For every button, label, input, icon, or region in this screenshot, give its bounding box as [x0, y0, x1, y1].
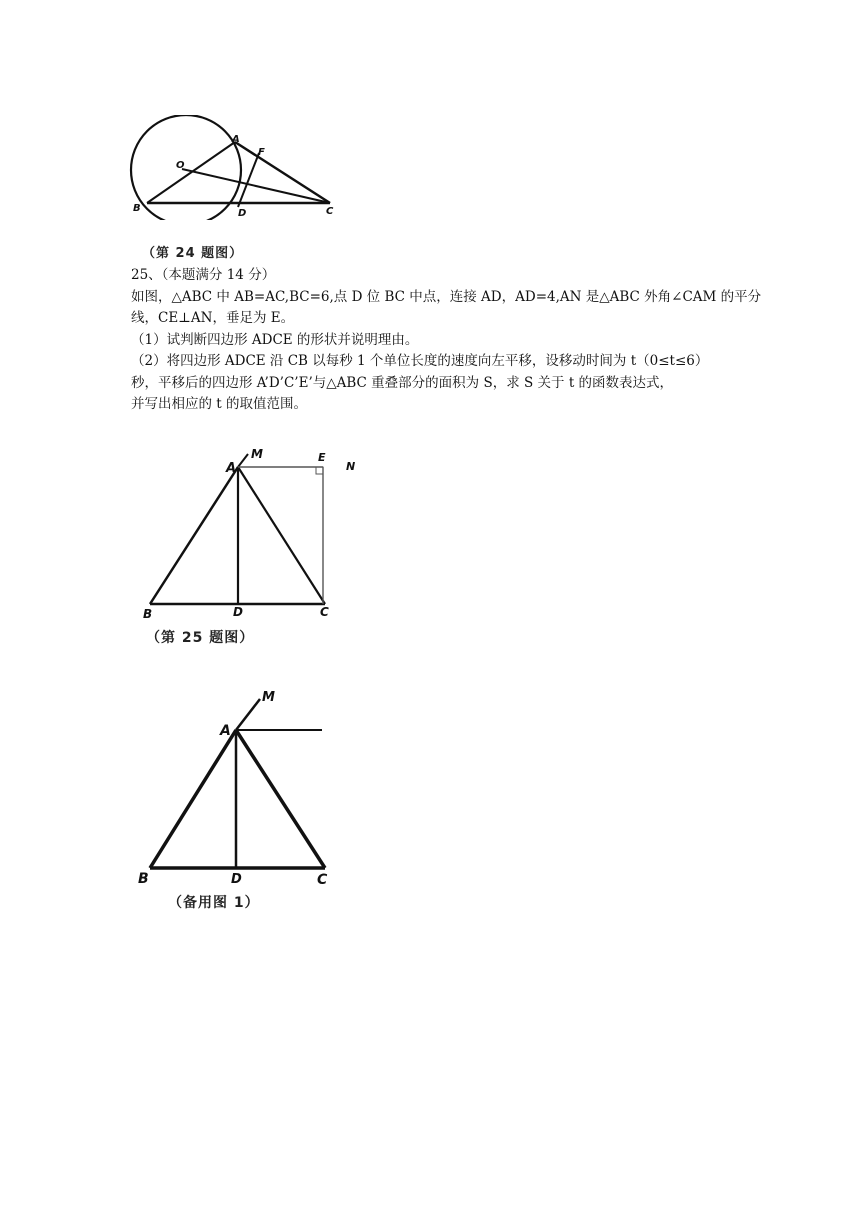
- label-d: D: [238, 208, 247, 219]
- problem-line-1: 如图，△ABC 中 AB=AC,BC=6,点 D 位 BC 中点，连接 AD，AD=4,AN 是△ABC 外角∠CAM 的平分: [131, 288, 762, 305]
- label-m: M: [251, 447, 263, 461]
- label-a: A: [220, 723, 231, 739]
- figure-24-caption: （第 24 题图）: [142, 246, 244, 261]
- right-angle-mark: [316, 467, 323, 474]
- label-c: C: [326, 206, 334, 217]
- label-b: B: [143, 607, 153, 621]
- figure-25: [130, 440, 370, 625]
- figure-spare: [130, 683, 330, 918]
- label-m: M: [262, 690, 275, 705]
- figure-24: [125, 115, 345, 220]
- figure-25-diagram: [130, 440, 370, 625]
- segment-oc: [182, 169, 330, 203]
- label-e: E: [318, 451, 326, 464]
- problem-part-1: （1）试判断四边形 ADCE 的形状并说明理由。: [131, 331, 419, 348]
- label-a: A: [232, 134, 240, 145]
- ray-am: [238, 454, 248, 467]
- label-a: A: [226, 461, 237, 476]
- segment-ac: [236, 730, 325, 868]
- segment-ba: [147, 142, 235, 203]
- label-c: C: [320, 605, 329, 619]
- problem-part-2-line-3: 并写出相应的 t 的取值范围。: [131, 396, 308, 412]
- segment-ac: [238, 467, 325, 604]
- problem-part-2-line-1: （2）将四边形 ADCE 沿 CB 以每秒 1 个单位长度的速度向左平移，设移动时间为 t（0≤t≤6）: [131, 353, 709, 369]
- label-d: D: [233, 605, 243, 619]
- label-c: C: [317, 872, 328, 888]
- figure-24-diagram: [125, 115, 345, 220]
- problem-line-2: 线，CE⊥AN，垂足为 E。: [131, 310, 295, 326]
- segment-ba: [150, 467, 238, 604]
- label-d: D: [231, 872, 242, 887]
- figure-spare-caption: （备用图 1）: [168, 895, 260, 911]
- label-b: B: [138, 871, 149, 887]
- problem-header: 25、（本题满分 14 分）: [131, 267, 276, 283]
- segment-ba: [150, 730, 236, 868]
- ray-am: [236, 699, 260, 730]
- figure-spare-diagram: [130, 683, 330, 918]
- problem-25: [131, 265, 761, 416]
- label-o: O: [176, 160, 185, 171]
- segment-ac: [235, 142, 330, 203]
- figure-25-caption: （第 25 题图）: [146, 630, 255, 646]
- label-f: F: [258, 147, 265, 158]
- problem-part-2-line-2: 秒，平移后的四边形 A’D’C’E’与△ABC 重叠部分的面积为 S，求 S 关于 t 的函数表达式，: [131, 374, 674, 391]
- label-b: B: [133, 203, 141, 214]
- label-n: N: [346, 460, 356, 473]
